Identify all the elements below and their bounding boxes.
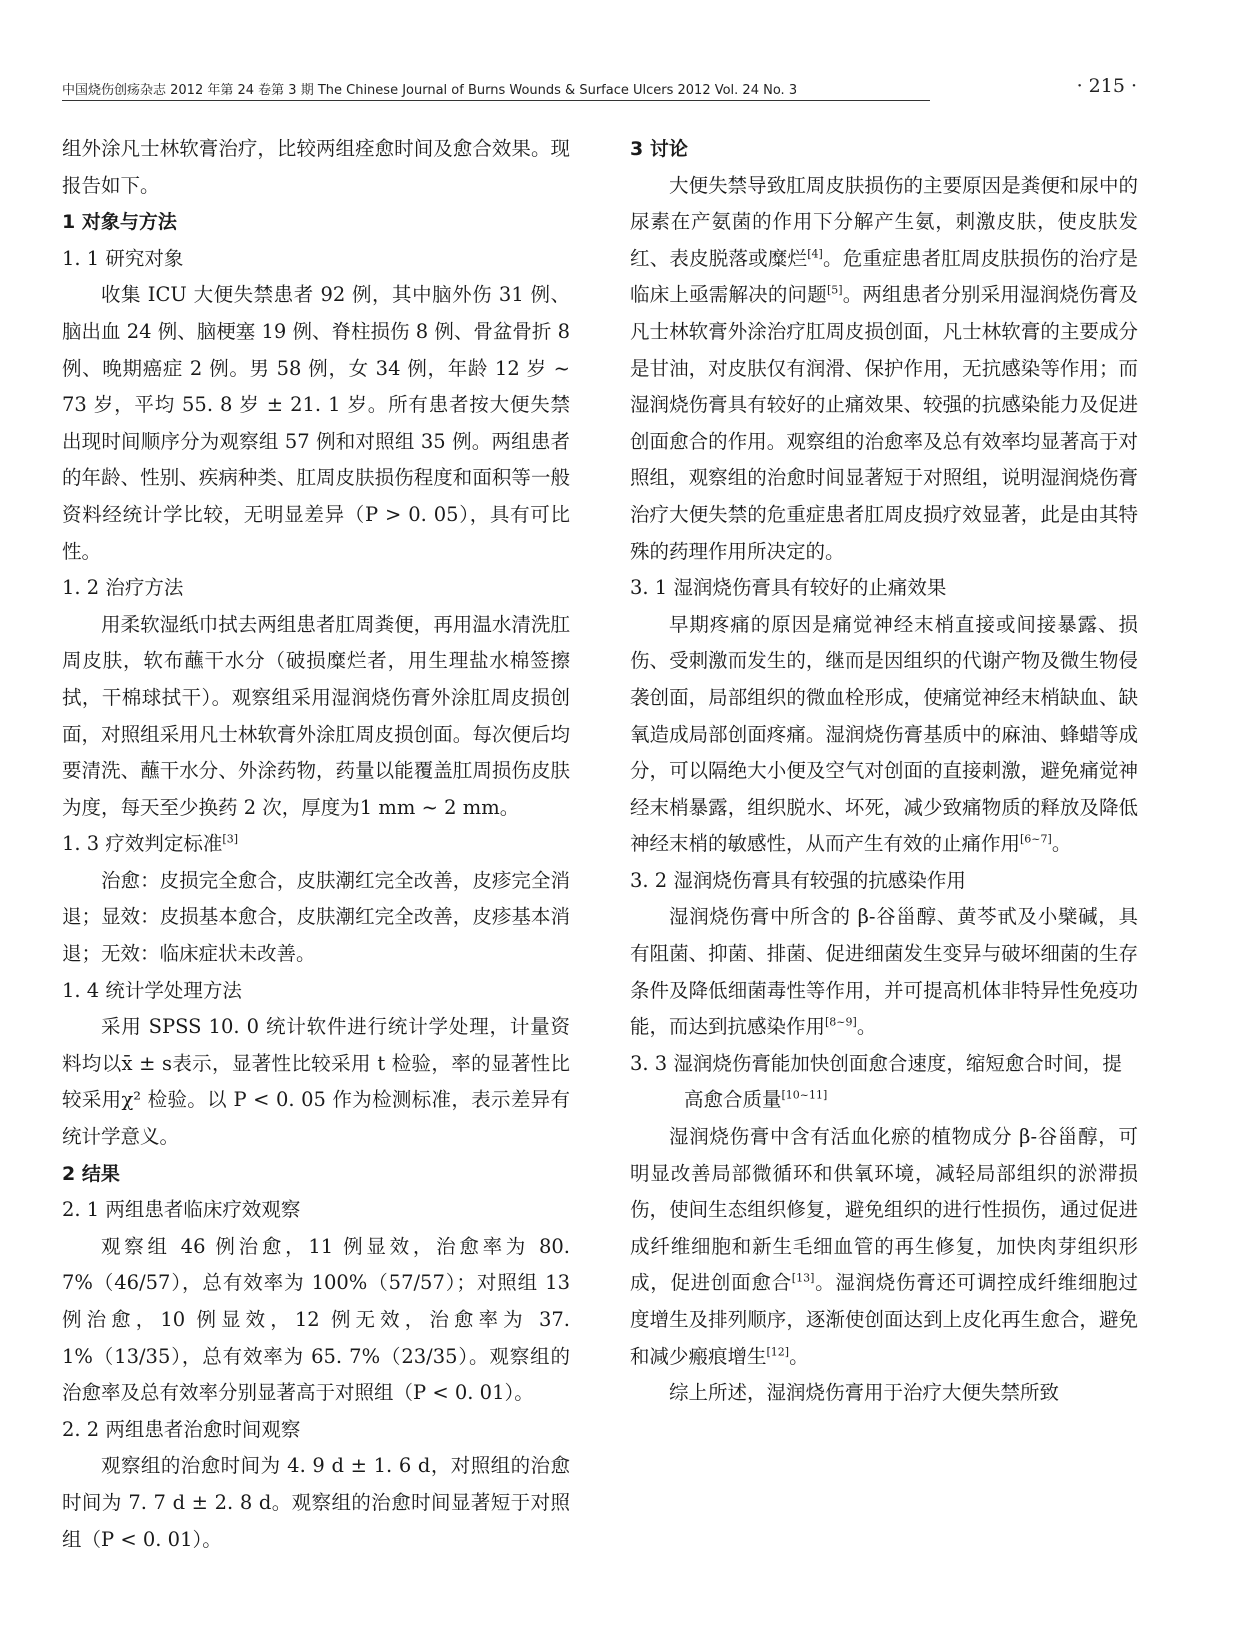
section-3-heading: 3 讨论	[630, 138, 688, 160]
intro-paragraph: 组外涂凡士林软膏治疗，比较两组痊愈时间及愈合效果。现报告如下。	[62, 137, 570, 197]
section-2-2-text: 观察组的治愈时间为 4. 9 d ± 1. 6 d，对照组的治愈时间为 7. 7 d ± 2. 8 d。观察组的治愈时间显著短于对照组（P < 0. 01）。	[62, 1454, 570, 1551]
section-1-3-title: 1. 3 疗效判定标准	[62, 832, 223, 856]
section-1-4-text: 采用 SPSS 10. 0 统计软件进行统计学处理，计量资料均以x̄ ± s表示，显著性比较采用 t 检验，率的显著性比较采用χ² 检验。以 P < 0. 05 作为检测标准，表示差异有统计学意义。	[62, 1015, 570, 1149]
section-3-3-heading	[630, 1046, 1138, 1119]
section-1-3-heading	[62, 826, 570, 863]
section-3-2-text	[630, 899, 1138, 1045]
section-3-2-heading: 3. 2 湿润烧伤膏具有较强的抗感染作用	[630, 868, 966, 892]
citation-ref: [3]	[222, 832, 239, 846]
right-column	[630, 131, 1138, 1412]
section-3-1-body: 早期疼痛的原因是痛觉神经末梢直接或间接暴露、损伤、受刺激而发生的，继而是因组织的代谢产物及微生物侵袭创面，局部组织的微血栓形成，使痛觉神经末梢缺血、缺氧造成局部创面疼痛。湿润烧伤膏基质中的麻油、蜂蜡等成分，可以隔绝大小便及空气对创面的直接刺激，避免痛觉神经末梢暴露，组织脱水、坏死，减少致痛物质的释放及降低神经末梢的敏感性，从而产生有效的止痛作用	[630, 612, 1138, 856]
section-1-2-text: 用柔软湿纸巾拭去两组患者肛周粪便，再用温水清洗肛周皮肤，软布蘸干水分（破损糜烂者，用生理盐水棉签擦拭，干棉球拭干）。观察组采用湿润烧伤膏外涂肛周皮损创面，对照组采用凡士林软膏外涂肛周皮损创面。每次便后均要清洗、蘸干水分、外涂药物，药量以能覆盖肛周损伤皮肤为度，每天至少换药 2 次，厚度为1 mm ~ 2 mm。	[62, 612, 570, 819]
section-3-1-end: 。	[1051, 832, 1072, 856]
summary-paragraph: 综上所述，湿润烧伤膏用于治疗大便失禁所致	[669, 1381, 1060, 1405]
section-1-1-heading: 1. 1 研究对象	[62, 246, 184, 270]
citation-ref: [4]	[807, 247, 823, 261]
section-1-4-heading: 1. 4 统计学处理方法	[62, 978, 242, 1002]
section-1-3-text: 治愈：皮损完全愈合，皮肤潮红完全改善，皮疹完全消退；显效：皮损基本愈合，皮肤潮红完全改善，皮疹基本消退；无效：临床症状未改善。	[62, 868, 570, 966]
section-3-text-a: 大便失禁导致肛周皮肤损伤的主要原因是粪便和尿中的尿素在产氨菌的作用下分解产生氨，刺激皮肤，使皮肤发红、表皮脱落或糜烂	[630, 173, 1138, 270]
section-3-1-text	[630, 607, 1138, 863]
section-3-text	[630, 168, 1138, 571]
section-3-3-end: 。	[789, 1344, 809, 1368]
citation-ref: [13]	[791, 1271, 815, 1285]
section-3-text-b: 。危重症患者肛周皮肤损伤的治疗是临床上亟需解决的问题	[630, 246, 1138, 307]
journal-citation: 中国烧伤创疡杂志 2012 年第 24 卷第 3 期 The Chinese Journal of Burns Wounds & Surface Ulcers 2012 Vol. 24 No. 3	[62, 83, 798, 98]
section-3-1-heading: 3. 1 湿润烧伤膏具有较好的止痛效果	[630, 576, 947, 600]
section-2-1-heading: 2. 1 两组患者临床疗效观察	[62, 1198, 301, 1222]
section-3-3-text	[630, 1119, 1138, 1375]
running-header	[62, 75, 1157, 101]
section-3-text-c: 。两组患者分别采用湿润烧伤膏及凡士林软膏外涂治疗肛周皮损创面，凡士林软膏的主要成分是甘油，对皮肤仅有润滑、保护作用，无抗感染等作用；而湿润烧伤膏具有较好的止痛效果、较强的抗感染能力及促进创面愈合的作用。观察组的治愈率及总有效率均显著高于对照组，观察组的治愈时间显著短于对照组，说明湿润烧伤膏治疗大便失禁的危重症患者肛周皮损疗效显著，此是由其特殊的药理作用所决定的。	[630, 283, 1138, 563]
citation-ref: [12]	[766, 1345, 790, 1359]
section-3-2-end: 。	[856, 1015, 877, 1039]
header-rule	[62, 100, 930, 101]
citation-ref: [10~11]	[781, 1088, 828, 1102]
section-1-heading: 1 对象与方法	[62, 211, 177, 234]
section-3-2-body: 湿润烧伤膏中所含的 β-谷甾醇、黄芩甙及小檗碱，具有阻菌、抑菌、排菌、促进细菌发生变异与破坏细菌的生存条件及降低细菌毒性等作用，并可提高机体非特异性免疫功能，而达到抗感染作用	[630, 905, 1138, 1039]
citation-ref: [6~7]	[1020, 832, 1052, 846]
section-2-2-heading: 2. 2 两组患者治愈时间观察	[62, 1417, 301, 1441]
page-number: · 215 ·	[1076, 75, 1137, 97]
section-3-3-text-b: 。湿润烧伤膏还可调控成纤维细胞过度增生及排列顺序，逐渐使创面达到上皮化再生愈合，避免和减少瘢痕增生	[630, 1271, 1138, 1368]
citation-ref: [5]	[826, 283, 843, 297]
section-2-1-text: 观察组 46 例治愈，11 例显效，治愈率为 80. 7%（46/57），总有效率为 100%（57/57）；对照组 13 例治愈，10 例显效，12 例无效，治愈率为 37. 1%（13/35），总有效率为 65. 7%（23/35）。观察组的治愈率及总有效率分别显著高于对照组（P < 0. 01）。	[62, 1234, 570, 1405]
section-2-heading: 2 结果	[62, 1162, 120, 1185]
left-column	[62, 131, 570, 1558]
section-3-3-text-a: 湿润烧伤膏中含有活血化瘀的植物成分 β-谷甾醇，可明显改善局部微循环和供氧环境，减轻局部组织的淤滞损伤，使间生态组织修复，避免组织的进行性损伤，通过促进成纤维细胞和新生毛细血管的再生修复，加快肉芽组织形成，促进创面愈合	[630, 1125, 1138, 1295]
citation-ref: [8~9]	[825, 1015, 857, 1029]
section-1-2-heading: 1. 2 治疗方法	[62, 576, 184, 600]
section-1-1-text: 收集 ICU 大便失禁患者 92 例，其中脑外伤 31 例、脑出血 24 例、脑梗塞 19 例、脊柱损伤 8 例、骨盆骨折 8 例、晚期癌症 2 例。男 58 例，女 34 例，年龄 12 岁 ~ 73 岁，平均 55. 8 岁 ± 21. 1 岁。所有患者按大便失禁出现时间顺序分为观察组 57 例和对照组 35 例。两组患者的年龄、性别、疾病种类、肛周皮肤损伤程度和面积等一般资料经统计学比较，无明显差异（P > 0. 05），具有可比性。	[62, 283, 570, 563]
section-3-3-title: 3. 3 湿润烧伤膏能加快创面愈合速度，缩短愈合时间，提高愈合质量	[630, 1051, 1122, 1112]
